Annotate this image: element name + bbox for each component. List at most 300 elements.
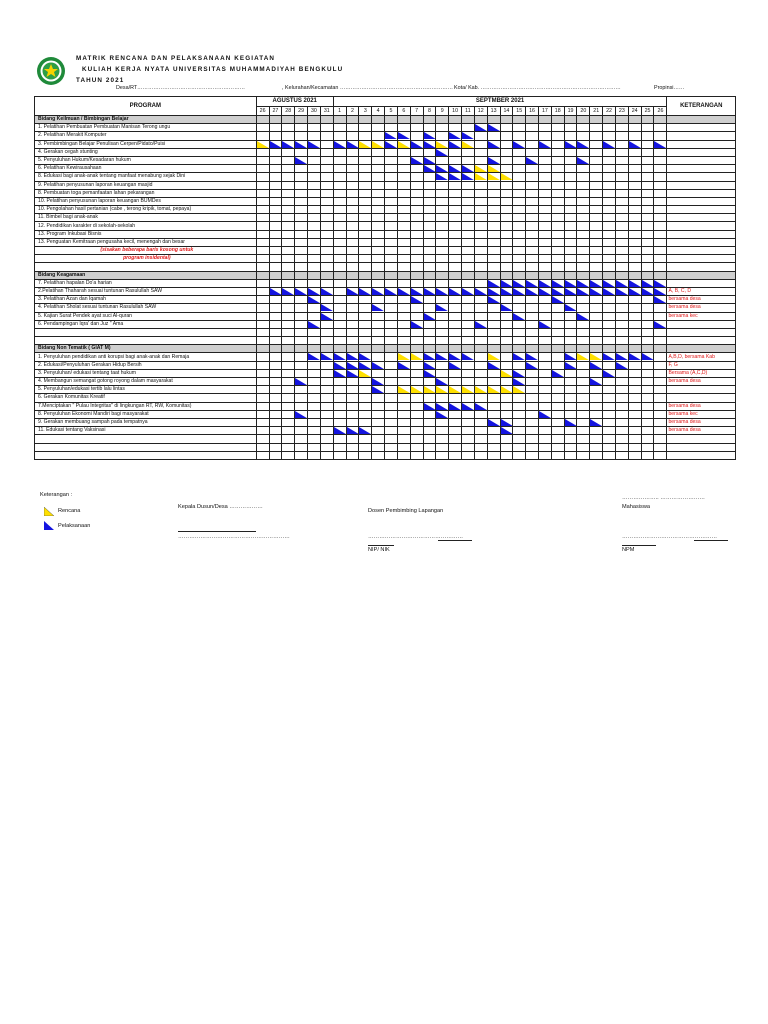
pelaksanaan-marker — [295, 157, 307, 164]
day-cell — [577, 312, 590, 320]
day-cell — [372, 197, 385, 205]
day-cell — [654, 197, 667, 205]
day-cell — [397, 435, 410, 443]
day-cell — [628, 124, 641, 132]
day-cell — [320, 361, 333, 369]
day-cell — [385, 247, 398, 255]
day-cell — [359, 304, 372, 312]
day-cell — [256, 394, 269, 402]
day-cell — [423, 165, 436, 173]
pelaksanaan-marker — [436, 149, 448, 156]
day-header-cell: 29 — [295, 107, 308, 116]
pelaksanaan-marker — [347, 141, 359, 148]
day-cell — [538, 296, 551, 304]
rencana-marker — [462, 141, 474, 148]
day-cell — [603, 214, 616, 222]
day-cell — [320, 263, 333, 271]
day-cell — [308, 214, 321, 222]
day-cell — [590, 386, 603, 394]
day-cell — [308, 402, 321, 410]
day-cell — [538, 328, 551, 336]
day-cell — [359, 189, 372, 197]
day-cell — [359, 386, 372, 394]
day-cell — [551, 418, 564, 426]
day-cell — [410, 189, 423, 197]
day-cell — [474, 271, 487, 279]
day-cell — [295, 197, 308, 205]
day-cell — [615, 361, 628, 369]
rencana-marker — [488, 165, 500, 172]
day-cell — [641, 328, 654, 336]
pelaksanaan-icon — [44, 521, 54, 530]
day-cell — [641, 156, 654, 164]
day-cell — [462, 247, 475, 255]
day-cell — [308, 165, 321, 173]
day-cell — [551, 345, 564, 353]
rencana-marker — [501, 173, 513, 180]
day-cell — [551, 247, 564, 255]
pelaksanaan-marker — [552, 288, 564, 295]
day-cell — [449, 296, 462, 304]
day-cell — [423, 238, 436, 246]
day-cell — [500, 394, 513, 402]
keterangan-cell — [667, 189, 736, 197]
keterangan-cell: bersama desa — [667, 296, 736, 304]
day-cell — [269, 214, 282, 222]
day-header-cell: 1 — [333, 107, 346, 116]
day-cell — [295, 173, 308, 181]
keterangan-cell — [667, 214, 736, 222]
day-cell — [282, 451, 295, 459]
day-cell — [474, 443, 487, 451]
pelaksanaan-marker — [436, 165, 448, 172]
day-cell — [308, 394, 321, 402]
rencana-marker — [411, 353, 423, 360]
day-cell — [372, 247, 385, 255]
day-cell — [282, 402, 295, 410]
pelaksanaan-marker — [539, 321, 551, 328]
day-cell — [628, 116, 641, 124]
day-cell — [256, 402, 269, 410]
program-label: 8. Edukasi bagi anak-anak tentang manfaat menabung sejak Dini — [35, 173, 257, 181]
day-cell — [282, 156, 295, 164]
university-logo-icon — [36, 56, 66, 86]
day-cell — [551, 165, 564, 173]
day-cell — [577, 410, 590, 418]
day-cell — [269, 271, 282, 279]
day-cell — [320, 165, 333, 173]
pelaksanaan-marker — [359, 427, 371, 434]
day-cell — [397, 116, 410, 124]
day-cell — [590, 287, 603, 295]
day-cell — [564, 378, 577, 386]
day-cell — [256, 312, 269, 320]
pelaksanaan-marker — [295, 411, 307, 418]
day-cell — [615, 255, 628, 263]
day-cell — [538, 214, 551, 222]
day-cell — [564, 304, 577, 312]
day-cell — [397, 378, 410, 386]
day-cell — [372, 353, 385, 361]
pelaksanaan-marker — [629, 141, 641, 148]
day-cell — [474, 238, 487, 246]
day-cell — [474, 402, 487, 410]
day-cell — [269, 263, 282, 271]
day-cell — [577, 181, 590, 189]
day-cell — [436, 156, 449, 164]
day-cell — [603, 345, 616, 353]
pelaksanaan-marker — [488, 280, 500, 287]
pelaksanaan-marker — [526, 362, 538, 369]
day-cell — [295, 181, 308, 189]
day-cell — [462, 238, 475, 246]
section-row — [35, 345, 736, 353]
section-label: Bidang Keagamaan — [35, 271, 257, 279]
day-cell — [526, 451, 539, 459]
day-cell — [577, 451, 590, 459]
day-cell — [423, 189, 436, 197]
day-cell — [526, 173, 539, 181]
day-cell — [333, 247, 346, 255]
day-cell — [256, 369, 269, 377]
day-cell — [500, 263, 513, 271]
keterangan-cell — [667, 386, 736, 394]
day-cell — [269, 451, 282, 459]
pelaksanaan-marker — [552, 370, 564, 377]
day-cell — [333, 140, 346, 148]
day-cell — [423, 296, 436, 304]
day-cell — [385, 296, 398, 304]
mahasiswa-dots: ……………….. …………………… — [622, 495, 705, 501]
day-cell — [474, 435, 487, 443]
pelaksanaan-marker — [359, 353, 371, 360]
day-cell — [577, 189, 590, 197]
day-cell — [513, 312, 526, 320]
day-cell — [603, 271, 616, 279]
rencana-marker — [475, 386, 487, 393]
pelaksanaan-marker — [462, 165, 474, 172]
day-cell — [333, 206, 346, 214]
day-cell — [513, 214, 526, 222]
day-cell — [462, 378, 475, 386]
day-cell — [526, 148, 539, 156]
day-cell — [333, 173, 346, 181]
day-cell — [346, 247, 359, 255]
blank-row — [35, 328, 736, 336]
pelaksanaan-marker — [616, 362, 628, 369]
day-cell — [538, 116, 551, 124]
day-cell — [577, 402, 590, 410]
day-cell — [372, 263, 385, 271]
program-label: 1. Pelatihan Pembuatan Pembuatan Manisan Terong ungu — [35, 124, 257, 132]
day-cell — [654, 402, 667, 410]
day-cell — [256, 132, 269, 140]
day-cell — [449, 435, 462, 443]
day-cell — [500, 255, 513, 263]
day-cell — [410, 394, 423, 402]
day-cell — [538, 279, 551, 287]
day-cell — [385, 140, 398, 148]
program-row — [35, 140, 736, 148]
day-cell — [295, 148, 308, 156]
day-cell — [269, 222, 282, 230]
day-cell — [603, 394, 616, 402]
day-cell — [564, 287, 577, 295]
program-label: 4. Membangun semangat gotong royong dalam masyarakat — [35, 378, 257, 386]
day-cell — [282, 255, 295, 263]
day-cell — [590, 435, 603, 443]
pelaksanaan-marker — [565, 362, 577, 369]
day-cell — [462, 230, 475, 238]
day-cell — [397, 271, 410, 279]
day-cell — [628, 418, 641, 426]
day-cell — [282, 435, 295, 443]
day-cell — [603, 238, 616, 246]
day-cell — [308, 255, 321, 263]
day-cell — [359, 345, 372, 353]
day-cell — [603, 181, 616, 189]
program-label: 13. Penguatan Kemitraan pengusaha kecil, menengah dan besar — [35, 238, 257, 246]
day-cell — [423, 443, 436, 451]
day-cell — [603, 148, 616, 156]
day-cell — [474, 410, 487, 418]
day-cell — [269, 304, 282, 312]
pelaksanaan-marker — [526, 157, 538, 164]
day-cell — [385, 451, 398, 459]
activity-matrix-table — [34, 96, 736, 460]
day-header-cell: 24 — [628, 107, 641, 116]
day-cell — [397, 386, 410, 394]
day-cell — [269, 369, 282, 377]
day-cell — [333, 287, 346, 295]
day-cell — [551, 296, 564, 304]
program-label — [35, 451, 257, 459]
pelaksanaan-marker — [539, 411, 551, 418]
day-cell — [615, 418, 628, 426]
legend-rencana: Rencana — [58, 508, 81, 514]
day-cell — [538, 287, 551, 295]
day-cell — [423, 156, 436, 164]
day-cell — [397, 222, 410, 230]
day-cell — [423, 418, 436, 426]
day-cell — [397, 402, 410, 410]
day-cell — [436, 247, 449, 255]
day-cell — [603, 230, 616, 238]
day-cell — [628, 279, 641, 287]
day-cell — [526, 255, 539, 263]
day-cell — [385, 435, 398, 443]
day-cell — [526, 132, 539, 140]
day-cell — [295, 271, 308, 279]
day-cell — [346, 402, 359, 410]
day-cell — [628, 320, 641, 328]
day-cell — [269, 394, 282, 402]
day-cell — [397, 247, 410, 255]
day-cell — [513, 181, 526, 189]
day-cell — [308, 418, 321, 426]
program-label: 10. Pelatihan penyusunan laporan keuangan BUMDes — [35, 197, 257, 205]
keterangan-cell — [667, 140, 736, 148]
day-cell — [615, 304, 628, 312]
day-cell — [308, 247, 321, 255]
day-cell — [590, 443, 603, 451]
day-cell — [385, 279, 398, 287]
day-cell — [500, 181, 513, 189]
day-cell — [436, 124, 449, 132]
day-cell — [256, 255, 269, 263]
note-row — [35, 247, 736, 255]
day-cell — [256, 156, 269, 164]
day-cell — [397, 156, 410, 164]
day-cell — [359, 353, 372, 361]
program-label: 7. Pelatihan hapalan Do'a harian — [35, 279, 257, 287]
program-label: 5. Penyuluhan Hukum/Kesadaran hukum — [35, 156, 257, 164]
rencana-marker — [577, 353, 589, 360]
day-cell — [308, 353, 321, 361]
day-cell — [603, 255, 616, 263]
pelaksanaan-marker — [501, 304, 513, 311]
day-cell — [295, 124, 308, 132]
day-cell — [564, 296, 577, 304]
day-cell — [410, 173, 423, 181]
day-cell — [359, 140, 372, 148]
day-cell — [295, 378, 308, 386]
day-cell — [474, 386, 487, 394]
day-cell — [333, 230, 346, 238]
pelaksanaan-marker — [475, 403, 487, 410]
pelaksanaan-marker — [321, 304, 333, 311]
day-cell — [487, 320, 500, 328]
day-header-cell: 26 — [654, 107, 667, 116]
dosen-label: Dosen Pembimbing Lapangan — [368, 508, 444, 514]
day-cell — [474, 279, 487, 287]
keterangan-cell — [667, 247, 736, 255]
day-cell — [269, 312, 282, 320]
day-cell — [551, 304, 564, 312]
rencana-marker — [488, 353, 500, 360]
day-cell — [410, 337, 423, 345]
day-cell — [385, 230, 398, 238]
day-cell — [423, 197, 436, 205]
day-cell — [295, 410, 308, 418]
day-cell — [359, 320, 372, 328]
day-cell — [487, 361, 500, 369]
day-cell — [282, 361, 295, 369]
day-cell — [628, 189, 641, 197]
program-row — [35, 214, 736, 222]
day-cell — [641, 410, 654, 418]
day-cell — [333, 197, 346, 205]
pelaksanaan-marker — [577, 157, 589, 164]
day-cell — [372, 222, 385, 230]
day-header-cell: 11 — [462, 107, 475, 116]
day-cell — [474, 222, 487, 230]
day-cell — [308, 206, 321, 214]
day-cell — [603, 451, 616, 459]
day-cell — [564, 165, 577, 173]
day-cell — [641, 304, 654, 312]
day-cell — [333, 312, 346, 320]
pelaksanaan-marker — [488, 141, 500, 148]
day-cell — [359, 402, 372, 410]
day-cell — [320, 418, 333, 426]
keterangan-cell: bersama desa — [667, 304, 736, 312]
program-row — [35, 386, 736, 394]
program-label: 9. Gerakan membuang sampah pada tempatnya — [35, 418, 257, 426]
day-cell — [513, 386, 526, 394]
day-cell — [256, 222, 269, 230]
day-cell — [590, 369, 603, 377]
day-cell — [462, 279, 475, 287]
day-cell — [564, 386, 577, 394]
day-cell — [333, 378, 346, 386]
day-cell — [256, 328, 269, 336]
keterangan-cell — [667, 165, 736, 173]
day-cell — [282, 337, 295, 345]
program-label — [35, 435, 257, 443]
day-cell — [449, 173, 462, 181]
day-cell — [423, 328, 436, 336]
day-cell — [513, 206, 526, 214]
day-cell — [462, 255, 475, 263]
day-cell — [320, 312, 333, 320]
day-cell — [590, 156, 603, 164]
day-cell — [564, 140, 577, 148]
day-cell — [410, 402, 423, 410]
day-cell — [320, 132, 333, 140]
day-cell — [372, 312, 385, 320]
day-cell — [487, 369, 500, 377]
day-cell — [333, 271, 346, 279]
day-cell — [487, 394, 500, 402]
day-cell — [385, 181, 398, 189]
day-cell — [269, 230, 282, 238]
day-cell — [538, 255, 551, 263]
day-cell — [513, 361, 526, 369]
day-header-cell: 23 — [615, 107, 628, 116]
day-cell — [513, 353, 526, 361]
pelaksanaan-marker — [308, 353, 320, 360]
day-cell — [449, 345, 462, 353]
day-cell — [551, 116, 564, 124]
day-cell — [282, 189, 295, 197]
day-cell — [308, 238, 321, 246]
day-cell — [372, 345, 385, 353]
day-cell — [500, 206, 513, 214]
day-cell — [449, 402, 462, 410]
day-cell — [269, 386, 282, 394]
day-cell — [628, 394, 641, 402]
rencana-icon — [44, 507, 54, 516]
day-header-cell: 31 — [320, 107, 333, 116]
day-cell — [462, 263, 475, 271]
day-cell — [346, 328, 359, 336]
day-cell — [513, 337, 526, 345]
day-cell — [346, 214, 359, 222]
day-cell — [359, 296, 372, 304]
pelaksanaan-marker — [347, 362, 359, 369]
keterangan-cell — [667, 181, 736, 189]
day-cell — [462, 189, 475, 197]
pelaksanaan-marker — [565, 353, 577, 360]
day-cell — [282, 394, 295, 402]
day-cell — [423, 312, 436, 320]
day-cell — [564, 353, 577, 361]
day-cell — [372, 451, 385, 459]
day-cell — [320, 222, 333, 230]
day-cell — [436, 328, 449, 336]
day-cell — [654, 361, 667, 369]
